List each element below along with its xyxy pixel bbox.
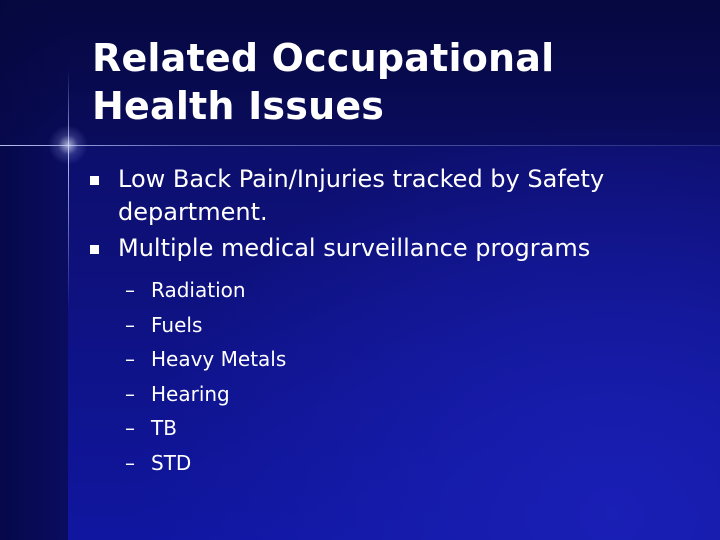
dash-bullet-icon: – [125, 347, 135, 372]
bullet-item-surveillance-programs [90, 232, 690, 481]
dash-bullet-icon: – [125, 278, 135, 302]
sub-bullet-list [118, 273, 690, 481]
bullet-text-line-1: Low Back Pain/Injuries tracked by Safety [118, 165, 605, 193]
dash-bullet-icon: – [125, 381, 135, 406]
title-line-2: Health Issues [92, 84, 385, 128]
sub-item-label: Fuels [151, 312, 203, 337]
slide-title [92, 34, 692, 130]
sub-item-tb [118, 411, 690, 446]
sub-item-hearing [118, 377, 690, 412]
bullet-text: Multiple medical surveillance programs [118, 234, 591, 262]
sub-item-heavy-metals [118, 342, 690, 377]
sub-item-label: Hearing [151, 381, 230, 406]
dash-bullet-icon: – [125, 450, 135, 475]
decorative-horizontal-line [0, 145, 720, 146]
sub-item-fuels [118, 308, 690, 343]
sub-item-std [118, 446, 690, 481]
decorative-star-glow [48, 125, 88, 165]
sub-item-radiation [118, 273, 690, 308]
square-bullet-icon [90, 176, 99, 185]
square-bullet-icon [90, 245, 99, 254]
title-line-1: Related Occupational [92, 36, 555, 80]
sub-item-label: Radiation [151, 278, 246, 302]
sub-item-label: Heavy Metals [151, 347, 287, 372]
dash-bullet-icon: – [125, 312, 135, 337]
bullet-text-line-2: department. [118, 198, 268, 226]
dash-bullet-icon: – [125, 416, 135, 441]
bullet-list [90, 163, 690, 484]
sub-item-label: TB [151, 416, 177, 441]
bullet-item-low-back-pain [90, 163, 690, 229]
sub-item-label: STD [151, 450, 192, 475]
decorative-vertical-line [68, 70, 69, 310]
